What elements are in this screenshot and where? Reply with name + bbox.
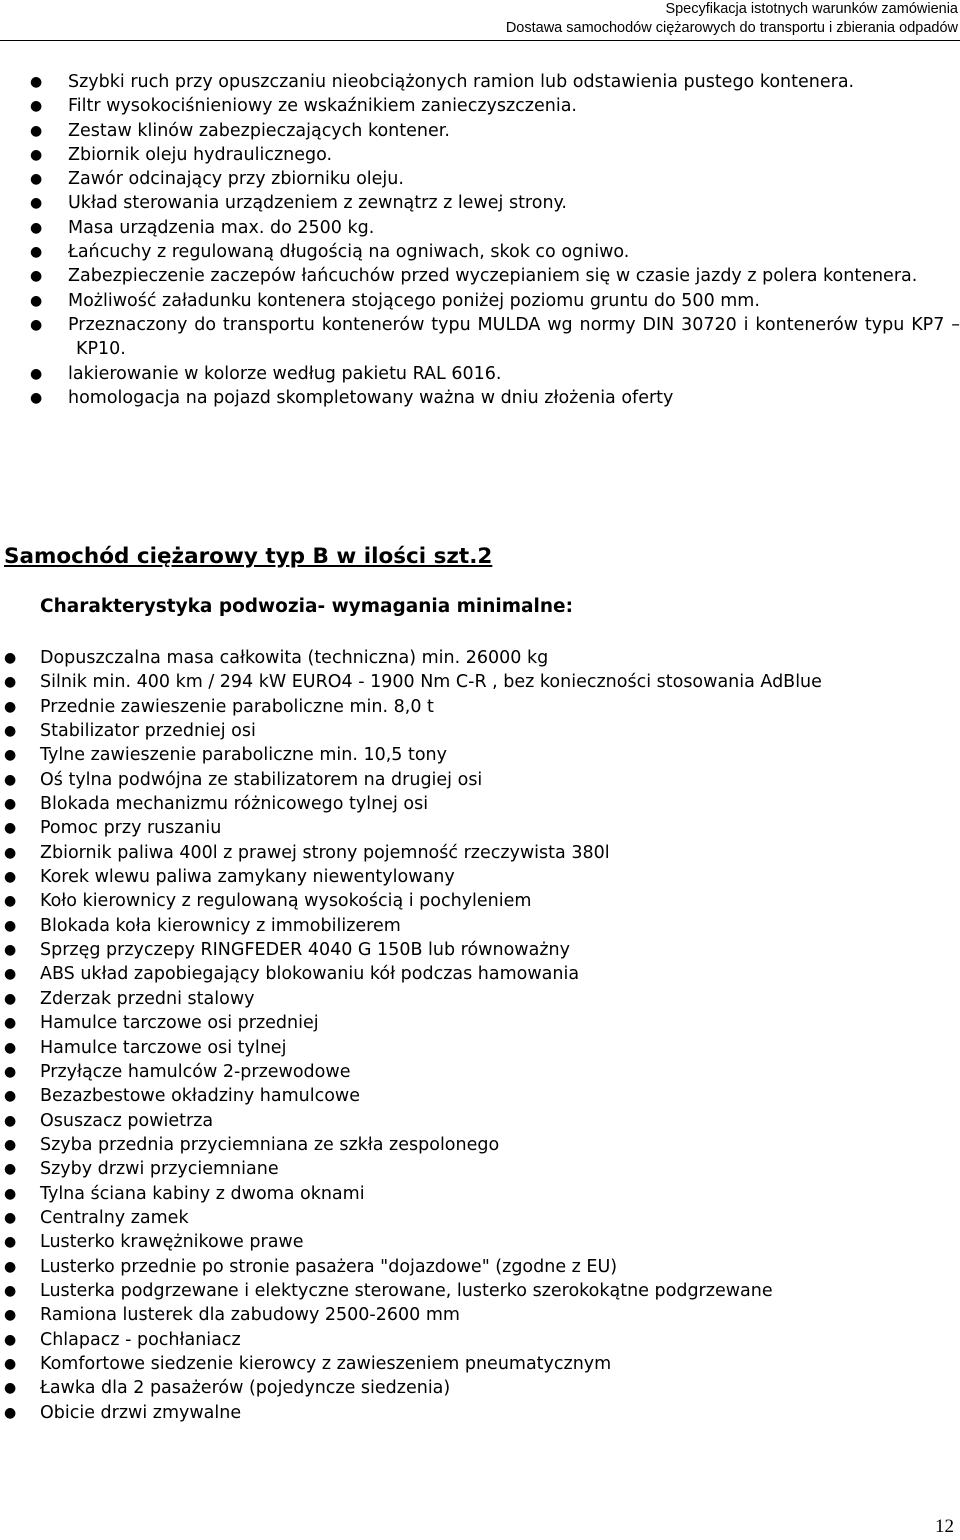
bullet-icon: ● (4, 820, 17, 837)
bullet-icon: ● (30, 292, 43, 309)
list-item: ● Szyba przednia przyciemniana ze szkła zespolonego (4, 1133, 960, 1157)
bullet-icon: ● (4, 698, 17, 715)
bullet-icon: ● (4, 1404, 17, 1421)
list-item: ● Komfortowe siedzenie kierowcy z zawieszeniem pneumatycznym (4, 1352, 960, 1376)
header-subtitle: Dostawa samochodów ciężarowych do transportu i zbierania odpadów (505, 20, 958, 36)
bullet-icon: ● (4, 796, 17, 813)
bullet-icon: ● (4, 1355, 17, 1372)
list-item: ● Osuszacz powietrza (4, 1109, 960, 1133)
bullet-icon: ● (30, 74, 43, 90)
list-item: ● Lusterko krawężnikowe prawe (4, 1230, 960, 1254)
list-item: ● Hamulce tarczowe osi tylnej (4, 1036, 960, 1060)
list-item: ● Układ sterowania urządzeniem z zewnątrz z lewej strony. (30, 191, 960, 215)
bullet-icon: ● (4, 1234, 17, 1251)
bullet-icon: ● (4, 966, 17, 983)
list-item: ● Oś tylna podwójna ze stabilizatorem na drugiej osi (4, 768, 960, 792)
list-item: ● Przednie zawieszenie paraboliczne min. 8,0 t (4, 695, 960, 719)
list-item: ● Szyby drzwi przyciemniane (4, 1157, 960, 1181)
bullet-icon: ● (30, 195, 43, 212)
bullet-icon: ● (4, 1331, 17, 1348)
bullet-icon: ● (4, 674, 17, 691)
list-item: ● Blokada mechanizmu różnicowego tylnej osi (4, 792, 960, 816)
list-item: ● homologacja na pojazd skompletowany ważna w dniu złożenia oferty (30, 386, 960, 410)
bullet-icon: ● (30, 171, 43, 188)
bullet-icon: ● (4, 771, 17, 788)
bullet-icon: ● (30, 316, 43, 333)
list-item: ● Filtr wysokociśnieniowy ze wskaźnikiem zanieczyszczenia. (30, 94, 960, 118)
bullet-icon: ● (4, 650, 17, 666)
list-item: ● Ławka dla 2 pasażerów (pojedyncze siedzenia) (4, 1376, 960, 1400)
list-item: ● Bezazbestowe okładziny hamulcowe (4, 1084, 960, 1108)
list-item: ● Stabilizator przedniej osi (4, 719, 960, 743)
bullet-icon: ● (30, 219, 43, 236)
bullet-icon: ● (4, 1088, 17, 1105)
list-item: ● Ramiona lusterek dla zabudowy 2500-2600 mm (4, 1303, 960, 1327)
bullet-icon: ● (4, 893, 17, 910)
section-subtitle: Charakterystyka podwozia- wymagania minimalne: (40, 596, 573, 617)
bullet-icon: ● (30, 365, 43, 382)
page-number: 12 (935, 1516, 954, 1537)
list-item: ● Zderzak przedni stalowy (4, 987, 960, 1011)
list-item: ● Szybki ruch przy opuszczaniu nieobciążonych ramion lub odstawienia pustego kontenera. (30, 70, 960, 94)
bullet-icon: ● (4, 1039, 17, 1056)
header-title: Specyfikacja istotnych warunków zamówienia (665, 1, 958, 17)
bullet-icon: ● (4, 917, 17, 934)
list-item: ● Tylne zawieszenie paraboliczne min. 10,5 tony (4, 743, 960, 767)
bullet-icon: ● (4, 1307, 17, 1324)
list-item: ● Masa urządzenia max. do 2500 kg. (30, 216, 960, 240)
equipment-list (30, 70, 960, 410)
page-header (506, 0, 958, 38)
list-item: ● Hamulce tarczowe osi przedniej (4, 1011, 960, 1035)
list-item: ● Przeznaczony do transportu kontenerów typu MULDA wg normy DIN 30720 i kontenerów typu KP7 – KP10. (30, 314, 960, 360)
bullet-icon: ● (30, 146, 43, 163)
bullet-icon: ● (4, 1209, 17, 1226)
list-item: ● Możliwość załadunku kontenera stojącego poniżej poziomu gruntu do 500 mm. (30, 289, 960, 313)
section-title: Samochód ciężarowy typ B w ilości szt.2 (4, 544, 493, 569)
bullet-icon: ● (4, 1063, 17, 1080)
bullet-icon: ● (4, 942, 17, 959)
list-item: ● Dopuszczalna masa całkowita (techniczna) min. 26000 kg (4, 646, 960, 670)
list-item: ● Zawór odcinający przy zbiorniku oleju. (30, 167, 960, 191)
bullet-icon: ● (30, 244, 43, 261)
bullet-icon: ● (4, 990, 17, 1007)
bullet-icon: ● (4, 844, 17, 861)
bullet-icon: ● (4, 1380, 17, 1397)
list-item: ● Silnik min. 400 km / 294 kW EURO4 - 1900 Nm C-R , bez konieczności stosowania AdBlue (4, 670, 960, 694)
list-item: ● Chlapacz - pochłaniacz (4, 1328, 960, 1352)
list-item: ● Zbiornik oleju hydraulicznego. (30, 143, 960, 167)
list-item: ● Koło kierownicy z regulowaną wysokością i pochyleniem (4, 889, 960, 913)
bullet-icon: ● (30, 268, 43, 285)
bullet-icon: ● (4, 1282, 17, 1299)
bullet-icon: ● (4, 1258, 17, 1275)
bullet-icon: ● (30, 389, 43, 406)
bullet-icon: ● (4, 1136, 17, 1153)
list-item: ● Korek wlewu paliwa zamykany niewentylowany (4, 865, 960, 889)
list-item: ● Łańcuchy z regulowaną długością na ogniwach, skok co ogniwo. (30, 240, 960, 264)
header-divider (0, 40, 960, 41)
list-item: ● ABS układ zapobiegający blokowaniu kół podczas hamowania (4, 962, 960, 986)
list-item: ● Lusterko przednie po stronie pasażera "dojazdowe" (zgodne z EU) (4, 1255, 960, 1279)
bullet-icon: ● (4, 747, 17, 764)
list-item: ● Zestaw klinów zabezpieczających kontener. (30, 119, 960, 143)
bullet-icon: ● (4, 1015, 17, 1032)
list-item: ● Blokada koła kierownicy z immobilizerem (4, 914, 960, 938)
bullet-icon: ● (4, 1112, 17, 1129)
bullet-icon: ● (30, 122, 43, 139)
list-item: ● Zabezpieczenie zaczepów łańcuchów przed wyczepianiem się w czasie jazdy z polera kontenera. (30, 264, 960, 288)
bullet-icon: ● (4, 723, 17, 740)
bullet-icon: ● (4, 869, 17, 886)
list-item: ● Pomoc przy ruszaniu (4, 816, 960, 840)
list-item: ● Obicie drzwi zmywalne (4, 1401, 960, 1425)
bullet-icon: ● (30, 98, 43, 115)
list-item: ● Lusterka podgrzewane i elektyczne sterowane, lusterko szerokokątne podgrzewane (4, 1279, 960, 1303)
list-item: ● Tylna ściana kabiny z dwoma oknami (4, 1182, 960, 1206)
chassis-requirements-list (4, 646, 960, 1425)
list-item: ● lakierowanie w kolorze według pakietu RAL 6016. (30, 362, 960, 386)
list-item: ● Przyłącze hamulców 2-przewodowe (4, 1060, 960, 1084)
list-item: ● Sprzęg przyczepy RINGFEDER 4040 G 150B lub równoważny (4, 938, 960, 962)
list-item: ● Zbiornik paliwa 400l z prawej strony pojemność rzeczywista 380l (4, 841, 960, 865)
bullet-icon: ● (4, 1185, 17, 1202)
list-item: ● Centralny zamek (4, 1206, 960, 1230)
bullet-icon: ● (4, 1161, 17, 1178)
